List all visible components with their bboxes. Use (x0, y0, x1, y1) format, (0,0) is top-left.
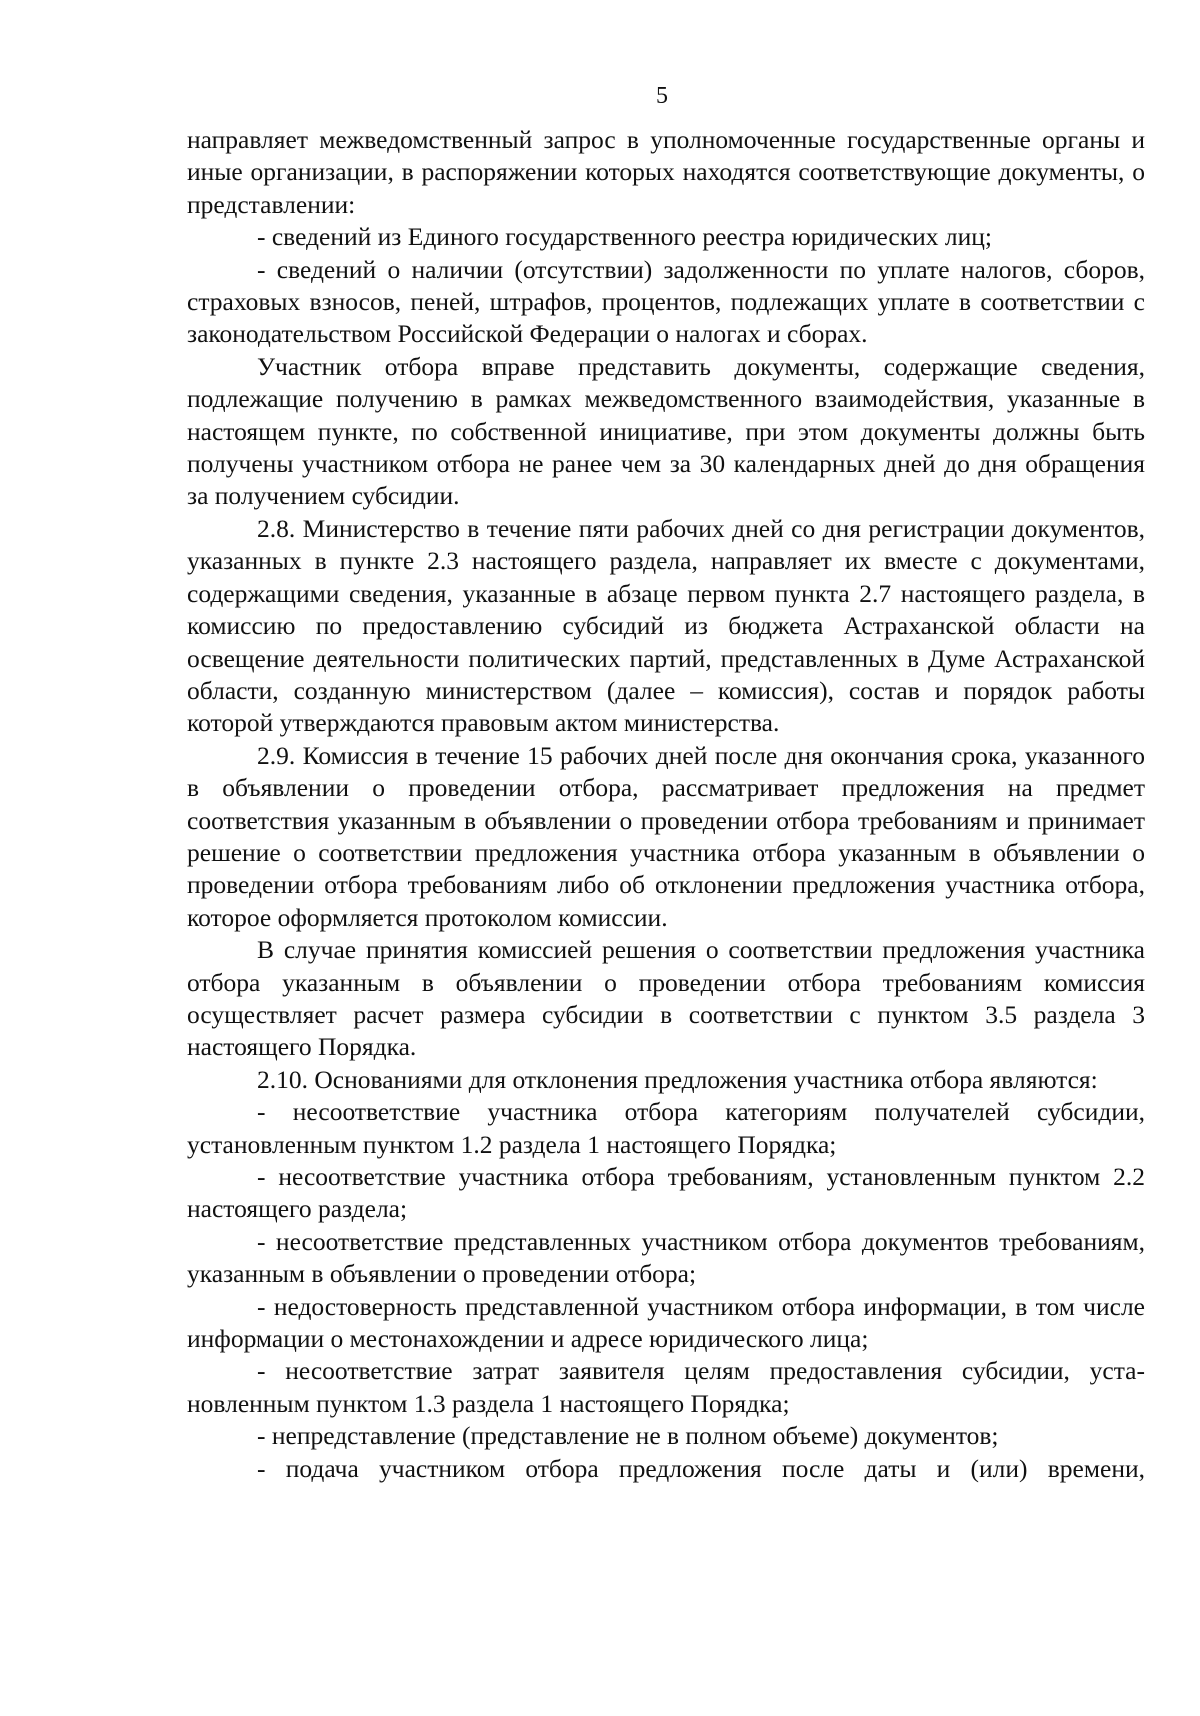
paragraph: - несоответствие участника отбора требованиям, установленным пунктом 2.2 настоящего раздела; (187, 1162, 1145, 1224)
paragraph: 2.9. Комиссия в течение 15 рабочих дней после дня окончания срока, указанного в объявлении о проведении отбора, рассматривает предложения на предмет соответствия указанным в объявлении о проведении отбора требованиям и принимает решение о соответствии предложения участника отбора указанным в объявлении о проведении отбора требованиям либо об отклонении предложения участника отбора, которое оформляется протоколом комиссии. (187, 740, 1145, 932)
paragraph: - непредставление (представление не в полном объеме) документов; (257, 1421, 999, 1451)
paragraph: направляет межведомственный запрос в уполномоченные государственные органы и иные организации, в распоряжении которых находятся соответствующие документы, о представлении: (187, 125, 1145, 219)
paragraph: - несоответствие представленных участником отбора документов требованиям, указанным в объявлении о проведении отбора; (187, 1226, 1145, 1289)
paragraph: - несоответствие участника отбора категориям получателей субсидии, установленным пунктом 1.2 раздела 1 настоящего Порядка; (187, 1097, 1145, 1159)
paragraph: 2.10. Основаниями для отклонения предложения участника отбора являются: (257, 1064, 1098, 1094)
paragraph: - недостоверность представленной участником отбора информации, в том числе информации о местонахождении и адресе юридического лица; (187, 1291, 1145, 1354)
paragraph: - подача участником отбора предложения после даты и (или) времени, (257, 1453, 1145, 1483)
document-body (187, 124, 1145, 1485)
paragraph: - несоответствие затрат заявителя целям предоставления субсидии, установленным пунктом 1.3 раздела 1 настоящего Порядка; (187, 1356, 1145, 1418)
paragraph: - сведений из Единого государственного реестра юридических лиц; (257, 222, 993, 252)
paragraph: 2.8. Министерство в течение пяти рабочих дней со дня регистрации документов, указанных в пункте 2.3 настоящего раздела, направляет их вместе с документами, содержащими сведения, указанные в абзаце первом пункта 2.7 настоящего раздела, в комиссию по предоставлению субсидий из бюджета Астраханской области на освещение деятельности политических партий, представленных в Думе Астраханской области, созданную министерством (далее – комиссия), состав и порядок работы которой утверждаются правовым актом министерства. (187, 513, 1145, 738)
page-number: 5 (656, 83, 668, 109)
paragraph: В случае принятия комиссией решения о соответствии предложения участника отбора указанным в объявлении о проведении отбора требованиям комиссия осуществляет расчет размера субсидии в соответствии с пунктом 3.5 раздела 3 настоящего Порядка. (187, 935, 1145, 1062)
paragraph: Участник отбора вправе представить документы, содержащие сведения, подлежащие получению в рамках межведомственного взаимодействия, указанные в настоящем пункте, по собственной инициативе, при этом документы должны быть получены участником отбора не ранее чем за 30 календарных дней до дня обращения за получением субсидии. (187, 351, 1145, 511)
paragraph: - сведений о наличии (отсутствии) задолженности по уплате налогов, сборов, страховых взносов, пеней, штрафов, процентов, подлежащих уплате в соответствии с законодательством Российской Федерации о налогах и сборах. (187, 254, 1145, 349)
